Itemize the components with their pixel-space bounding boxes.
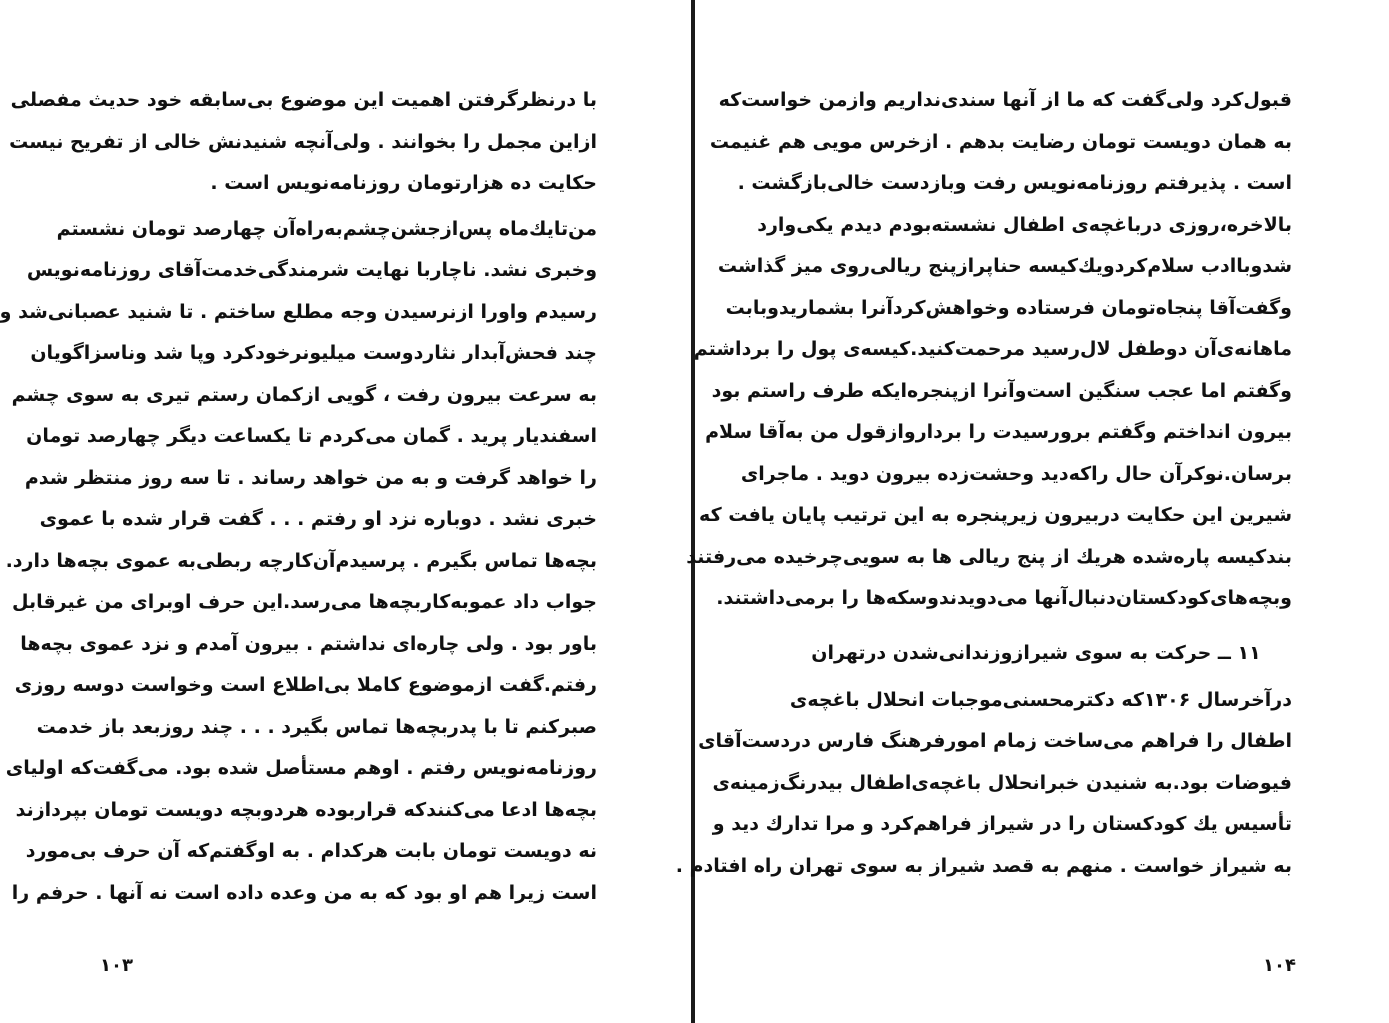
text-line: ازاین مجمل را بخوانند . ولی‌آنچه شنیدنش خالی از تفریح نیست	[9, 130, 597, 153]
text-line: جواب داد عموبه‌کاربچه‌ها می‌رسد.این حرف اوبرای من غیرقابل	[11, 591, 597, 613]
text-line: من‌تایك‌ماه پس‌ازجشن‌چشم‌به‌راه‌آن چهارصد تومان نشستم	[56, 217, 597, 240]
paragraph	[709, 80, 1292, 205]
text-line: برسان.نوکرآن حال راکه‌دید وحشت‌زده بیرون دوید . ماجرای	[740, 462, 1292, 485]
text-line: با درنظرگرفتن اهمیت این موضوع بی‌سابقه خود حدیث مفصلی	[10, 89, 597, 111]
text-line: درآخرسال ۱۳۰۶که دکترمحسنی‌موجبات انحلال باغچه‌ی	[789, 688, 1292, 711]
text-line: بالاخره،روزی درباغچه‌ی اطفال نشسته‌بودم دیدم یکی‌وارد	[757, 213, 1292, 236]
text-line: قبول‌کرد ولی‌گفت که ما از آنها سندی‌نداریم وازمن خواست‌که	[718, 89, 1292, 111]
left-page-text	[0, 80, 597, 914]
text-line: باور بود . ولی چاره‌ای نداشتم . بیرون آمدم و نزد عموی بچه‌ها	[20, 632, 597, 655]
page-number: ۱۰۳	[100, 955, 133, 976]
text-line: بندکیسه پاره‌شده هریك از پنج ریالی ها به سویی‌چرخیده می‌رفتند	[686, 545, 1292, 568]
text-line: وگفتم اما عجب سنگین است‌وآنرا ازپنجره‌ایکه طرف راستم بود	[711, 379, 1292, 402]
text-line: به سرعت بیرون رفت ، گویی ازکمان رستم تیری به سوی چشم	[11, 383, 597, 406]
page-number: ۱۰۴	[1263, 955, 1296, 976]
text-line: وخبری نشد. ناچاربا نهایت شرمندگی‌خدمت‌آقای روزنامه‌نویس	[26, 259, 597, 281]
text-line: بیرون انداختم وگفتم برورسیدت را برداروازقول من به‌آقا سلام	[705, 421, 1292, 443]
text-line: را خواهد گرفت و به من خواهد رساند . تا سه روز منتظر شدم	[24, 466, 597, 489]
text-line: شیرین این حکایت دربیرون زیرپنجره به این ترتیب پایان یافت که	[699, 504, 1292, 526]
left-page	[0, 0, 691, 1023]
text-line: بچه‌ها تماس بگیرم . پرسیدم‌آن‌کارچه ربطی‌به عموی بچه‌ها دارد.	[5, 549, 597, 572]
text-line: بچه‌ها ادعا می‌کنندکه قراربوده هردوبچه دویست تومان بپردازند	[15, 798, 597, 821]
text-line: نه دویست تومان بابت هرکدام . به اوگفتم‌که آن حرف بی‌مورد	[25, 840, 597, 862]
text-line: اسفندیار پرید . گمان می‌کردم تا یکساعت دیگر چهارصد تومان	[26, 425, 597, 447]
paragraph	[9, 80, 597, 205]
paragraph	[686, 205, 1292, 620]
text-line: اطفال را فراهم می‌ساخت زمام امورفرهنگ فارس دردست‌آقای	[698, 730, 1292, 752]
text-line: روزنامه‌نویس رفتم . اوهم مستأصل شده بود. می‌گفت‌که اولیای	[5, 757, 597, 779]
text-line: ماهانه‌ی‌آن دوطفل لال‌رسید مرحمت‌کنید.کیسه‌ی پول را برداشتم	[693, 338, 1292, 360]
text-line: رفتم.گفت ازموضوع کاملا بی‌اطلاع است وخواست دوسه روزی	[14, 674, 597, 696]
right-page	[675, 0, 1389, 1023]
paragraph	[675, 680, 1292, 888]
text-line: وگفت‌آقا پنجاه‌تومان فرستاده وخواهش‌کردآنرا بشماریدوبابت	[725, 296, 1292, 319]
paragraph	[0, 209, 597, 915]
text-line: فیوضات بود.به شنیدن خبرانحلال باغچه‌ی‌اطفال بیدرنگ‌زمینه‌ی	[712, 771, 1292, 794]
text-line: حکایت ده هزارتومان روزنامه‌نویس است .	[210, 172, 597, 194]
section-heading: ۱۱ ــ حرکت به سوی شیرازوزندانی‌شدن درتهران	[811, 641, 1261, 664]
text-line: چند فحش‌آبدار نثاردوست میلیونرخودکرد وپا شد وناسزاگویان	[30, 342, 597, 364]
text-line: خبری نشد . دوباره نزد او رفتم . . . گفت قرار شده با عموی	[39, 508, 597, 530]
text-line: شدوباادب سلام‌کردویك‌کیسه حناپرازپنج ریالی‌روی میز گذاشت	[717, 255, 1292, 277]
text-line: تأسیس یك کودکستان را در شیراز فراهم‌کرد و مرا تدارك دید و	[712, 813, 1292, 835]
text-line: به شیراز خواست . منهم به قصد شیراز به سوی تهران راه افتادم .	[675, 854, 1292, 877]
text-line: به همان دویست تومان رضایت بدهم . ازخرس مویی هم غنیمت	[709, 130, 1292, 153]
text-line: صبرکنم تا با پدربچه‌ها تماس بگیرد . . . چند روزبعد باز خدمت	[36, 715, 597, 738]
text-line: است . پذیرفتم روزنامه‌نویس رفت وبازدست خالی‌بازگشت .	[737, 172, 1292, 194]
text-line: رسیدم واورا ازنرسیدن وجه مطلع ساختم . تا شنید عصبانی‌شد و	[0, 300, 597, 323]
text-line: وبچه‌های‌کودکستان‌دنبال‌آنها می‌دویدندوسکه‌ها را برمی‌داشتند.	[716, 587, 1292, 609]
right-page-text	[675, 80, 1292, 887]
text-line: است زیرا هم او بود که به من وعده داده است نه آنها . حرفم را	[11, 881, 597, 904]
